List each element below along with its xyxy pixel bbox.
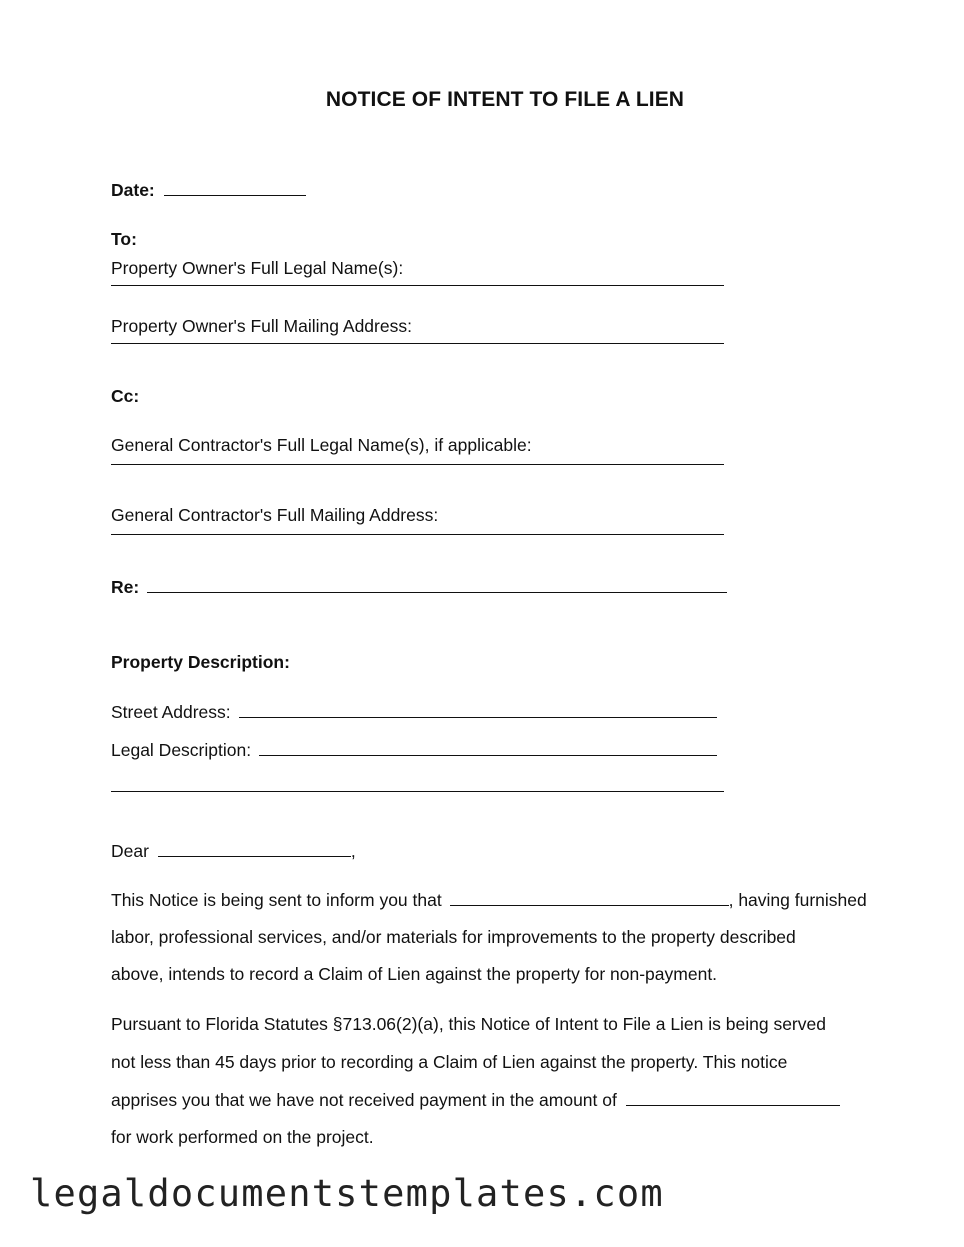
contractor-address-label: General Contractor's Full Mailing Address: (111, 505, 439, 525)
cc-label: Cc: (111, 386, 140, 406)
owner-name-label: Property Owner's Full Legal Name(s): (111, 258, 404, 278)
contractor-name-blank[interactable] (111, 464, 724, 465)
contractor-address-blank[interactable] (111, 534, 724, 535)
page-title: NOTICE OF INTENT TO FILE A LIEN (325, 88, 685, 111)
owner-address-label: Property Owner's Full Mailing Address: (111, 316, 412, 336)
dear-comma: , (350, 841, 356, 861)
para1-line2: labor, professional services, and/or materials for improvements to the property described (111, 927, 796, 947)
date-row (111, 177, 306, 202)
street-address-blank[interactable] (239, 699, 717, 718)
contractor-name-label: General Contractor's Full Legal Name(s), if applicable: (111, 435, 532, 455)
para2-line3-row (111, 1087, 840, 1112)
legal-description-row (111, 737, 717, 762)
para2-line1: Pursuant to Florida Statutes §713.06(2)(a), this Notice of Intent to File a Lien is being served (111, 1014, 826, 1034)
owner-name-blank[interactable] (111, 285, 724, 286)
watermark: legaldocumentstemplates.com (30, 1172, 664, 1215)
amount-blank[interactable] (626, 1087, 840, 1106)
para2-line2: not less than 45 days prior to recording a Claim of Lien against the property. This notice (111, 1052, 788, 1072)
para2-line3: apprises you that we have not received payment in the amount of (111, 1090, 617, 1110)
para2-line4: for work performed on the project. (111, 1127, 374, 1147)
street-address-label: Street Address: (111, 702, 231, 722)
para1-line3: above, intends to record a Claim of Lien against the property for non-payment. (111, 964, 718, 984)
re-label: Re: (111, 577, 140, 597)
dear-blank[interactable] (158, 838, 351, 857)
owner-address-blank[interactable] (111, 343, 724, 344)
street-address-row (111, 699, 717, 724)
para1-line1 (111, 887, 867, 912)
claimant-blank[interactable] (450, 887, 729, 906)
date-label: Date: (111, 180, 155, 200)
legal-description-extra-blank[interactable] (111, 791, 724, 792)
re-blank[interactable] (147, 574, 727, 593)
legal-description-blank[interactable] (259, 737, 717, 756)
dear-label: Dear (111, 841, 149, 861)
date-blank[interactable] (164, 177, 306, 196)
to-label: To: (111, 229, 137, 249)
para1-text-after: , having furnished (728, 890, 867, 910)
re-row (111, 574, 727, 599)
legal-description-label: Legal Description: (111, 740, 252, 760)
dear-row (111, 838, 356, 863)
para1-text-before: This Notice is being sent to inform you that (111, 890, 442, 910)
property-description-label: Property Description: (111, 652, 290, 672)
